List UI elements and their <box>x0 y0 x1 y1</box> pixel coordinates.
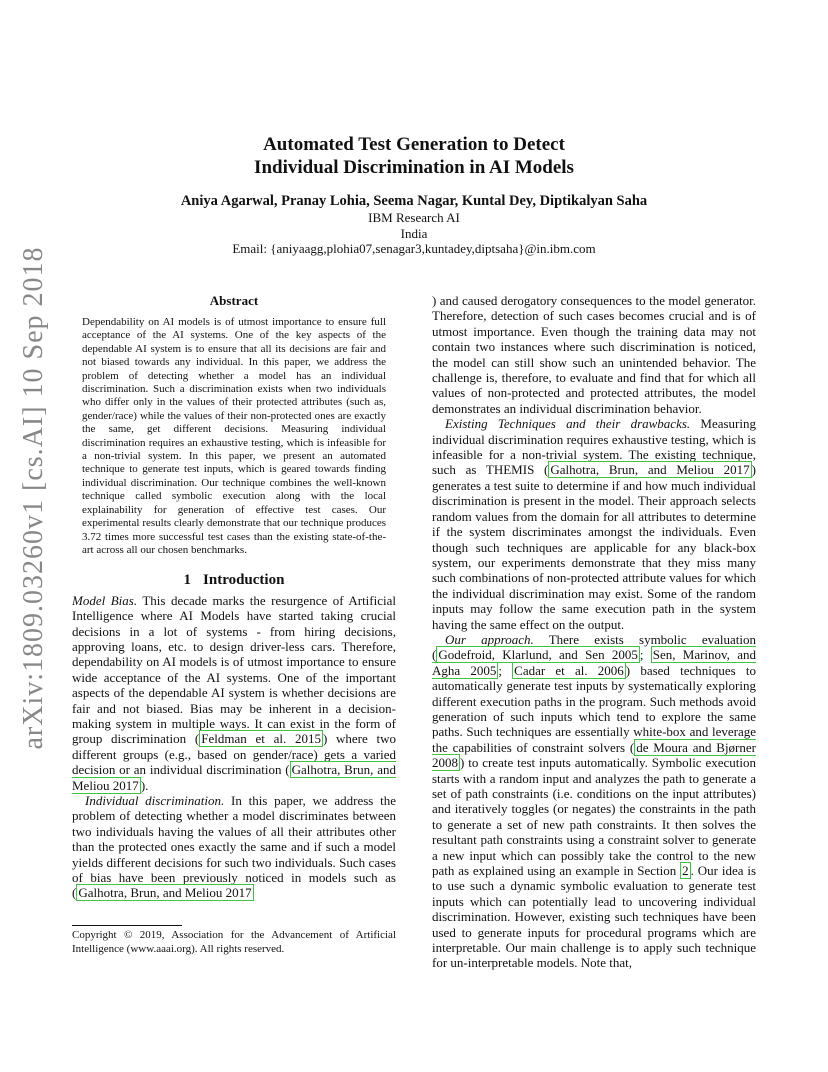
citation-link[interactable]: Cadar et al. 2006 <box>514 662 624 678</box>
section-heading <box>72 573 396 588</box>
paragraph-our-approach: Our approach. There exists symbolic evaluation ( Godefroid, Klarlund, and Sen 2005 ; Sen, Marinov, and Agha 2005 ; Cadar et al. 2006 ) based techniques to automatically generate test inputs by systematically exploring different execution paths in the program. Such methods avoid generation of such inputs which tend to explore the same paths. Such techniques are essentially white-box and leverage the capabilities of constraint solvers ( de Moura and Bjørner 2008 ) to create test inputs automatically. Symbolic execution starts with a random input and analyzes the path to generate a set of path constraints (i.e. conditions on the input attributes) and iteratively toggles (or negates) the constraints in the path to generate a set of new path constraints. It then solves the resultant path constraints using a constraint solver to generate a new input which can possibly take the control to the new path as explained using an example in Section 2 . Our idea is to use such a dynamic symbolic evaluation to generate test inputs which can potentially lead to uncovering individual discrimination. However, existing such techniques have been used to generate inputs for procedural programs which are interpretable. Our main challenge is to apply such technique for un-interpretable models. Note that, <box>432 631 757 971</box>
paragraph-continuation: ) and caused derogatory consequences to the model generator. Therefore, detection of such cases becomes crucial and is of utmost importance. Even though the training data may not contain two instances where such discrimination is noticed, the model can still show such an unintended behavior. The challenge is, therefore, to evaluate and find that for which all values of non-protected and protected attributes, the model demonstrates an individual discrimination behavior. <box>432 293 756 416</box>
left-column <box>72 293 396 901</box>
affiliation: IBM Research AI <box>368 210 460 225</box>
paragraph-model-bias: Model Bias. This decade marks the resurgence of Artificial Intelligence where AI Models have started taking crucial decisions in a lot of systems - from hiring decisions, approving loans, etc. to design driver-less cars. Therefore, dependability on AI models is of utmost importance to ensure wide acceptance of the AI systems. One of the important aspects of the dependable AI system is whether decisions are fair and not biased. Bias may be inherent in a decision-making system in multiple ways. It can exist in the form of group discrimination ( Feldman et al. 2015 ) where two different groups (e.g., based on gender/race) gets a varied decision or an individual discrimination ( Galhotra, Brun, and Meliou 2017 ). <box>72 592 397 793</box>
title-line-1: Automated Test Generation to Detect <box>263 134 565 155</box>
paper-header <box>72 133 756 257</box>
citation-link[interactable]: Godefroid, Klarlund, and Sen 2005 <box>438 647 638 663</box>
citation-link[interactable]: Feldman et al. 2015 <box>201 731 321 747</box>
arxiv-id-text: arXiv:1809.03260v1 [cs.AI] 10 Sep 2018 <box>18 245 49 750</box>
title-line-2: Individual Discrimination in AI Models <box>254 157 574 178</box>
citation-link[interactable]: Galhotra, Brun, and Meliou 2017 <box>78 885 252 901</box>
citation-link[interactable]: de Moura and Bjørner 2008 <box>432 739 756 771</box>
paragraph-lead: Our approach. <box>445 631 534 647</box>
paragraph-lead: Individual discrimination. <box>85 793 225 808</box>
paragraph-lead: Model Bias. <box>72 592 138 608</box>
copyright-text: Copyright © 2019, Association for the Advancement of Artificial Intelligence (www.aaai.org). All rights reserved. <box>72 929 396 955</box>
paragraph-existing-techniques: Existing Techniques and their drawbacks. Measuring individual discrimination requires exhaustive testing, which is infeasible for a non-trivial system. The existing technique, such as THEMIS ( Galhotra, Brun, and Meliou 2017 ) generates a test suite to determine if and how much individual discrimination is present in the model. Their approach selects random values from the domain for all attributes to determine if the system discriminates amongst the individuals. Even though such techniques are applicable for any black-box system, our experiments demonstrate that they miss many such combinations of non-protected attribute values for which the individual discrimination may exist. Some of the random inputs may follow the same execution path in the system having the same effect on the output. <box>432 416 756 632</box>
right-column <box>432 293 756 971</box>
citation-link[interactable]: Galhotra, Brun, and Meliou 2017 <box>550 462 750 478</box>
abstract-heading: Abstract <box>209 293 259 308</box>
section-number: 1 <box>183 572 192 589</box>
citation-link[interactable]: Galhotra, Brun, and Meliou 2017 <box>72 762 396 793</box>
copyright-footnote <box>72 925 396 956</box>
paragraph-lead: Existing Techniques and their drawbacks. <box>445 416 691 432</box>
paragraph-individual-discrimination: Individual discrimination. In this paper, we address the problem of detecting whether a model discriminates between two individuals having the values of all their attributes other than the protected ones exactly the same and if such a model yields different decisions for such two individuals. Such cases of bias have been previously noticed in models such as ( Galhotra, Brun, and Meliou 2017 <box>72 793 396 901</box>
section-title: Introduction <box>203 572 285 589</box>
author-list: Aniya Agarwal, Pranay Lohia, Seema Nagar, Kuntal Dey, Diptikalyan Saha <box>180 193 648 209</box>
citation-link[interactable]: Sen, Marinov, and Agha 2005 <box>432 647 756 678</box>
paper-title <box>72 133 756 179</box>
abstract-text: Dependability on AI models is of utmost importance to ensure full acceptance of the AI systems. One of the key aspects of the dependable AI system is to ensure that all its decisions are fair and not biased towards any individual. In this paper, we address the problem of detecting whether a model has an individual discrimination. Such a discrimination exists when two individuals who differ only in the values of their protected attributes (such as, gender/race) while the values of their non-protected ones are exactly the same, get different decisions. Measuring individual discrimination requires an exhaustive testing, which is infeasible for a non-trivial system. In this paper, we present an automated technique to generate test inputs, which is geared towards finding individual discrimination. Our technique combines the well-known technique called symbolic execution along with the local explainability for generation of effective test cases. Our experimental results clearly demonstrate that our technique produces 3.72 times more successful test cases than the existing state-of-the-art across all our chosen benchmarks. <box>82 316 386 556</box>
footnote-rule <box>72 925 182 926</box>
country: India <box>400 225 428 241</box>
arxiv-identifier <box>14 245 54 750</box>
section-reference-link[interactable]: 2 <box>682 863 689 879</box>
author-email: Email: {aniyaagg,plohia07,senagar3,kuntadey,diptsaha}@in.ibm.com <box>232 241 596 256</box>
